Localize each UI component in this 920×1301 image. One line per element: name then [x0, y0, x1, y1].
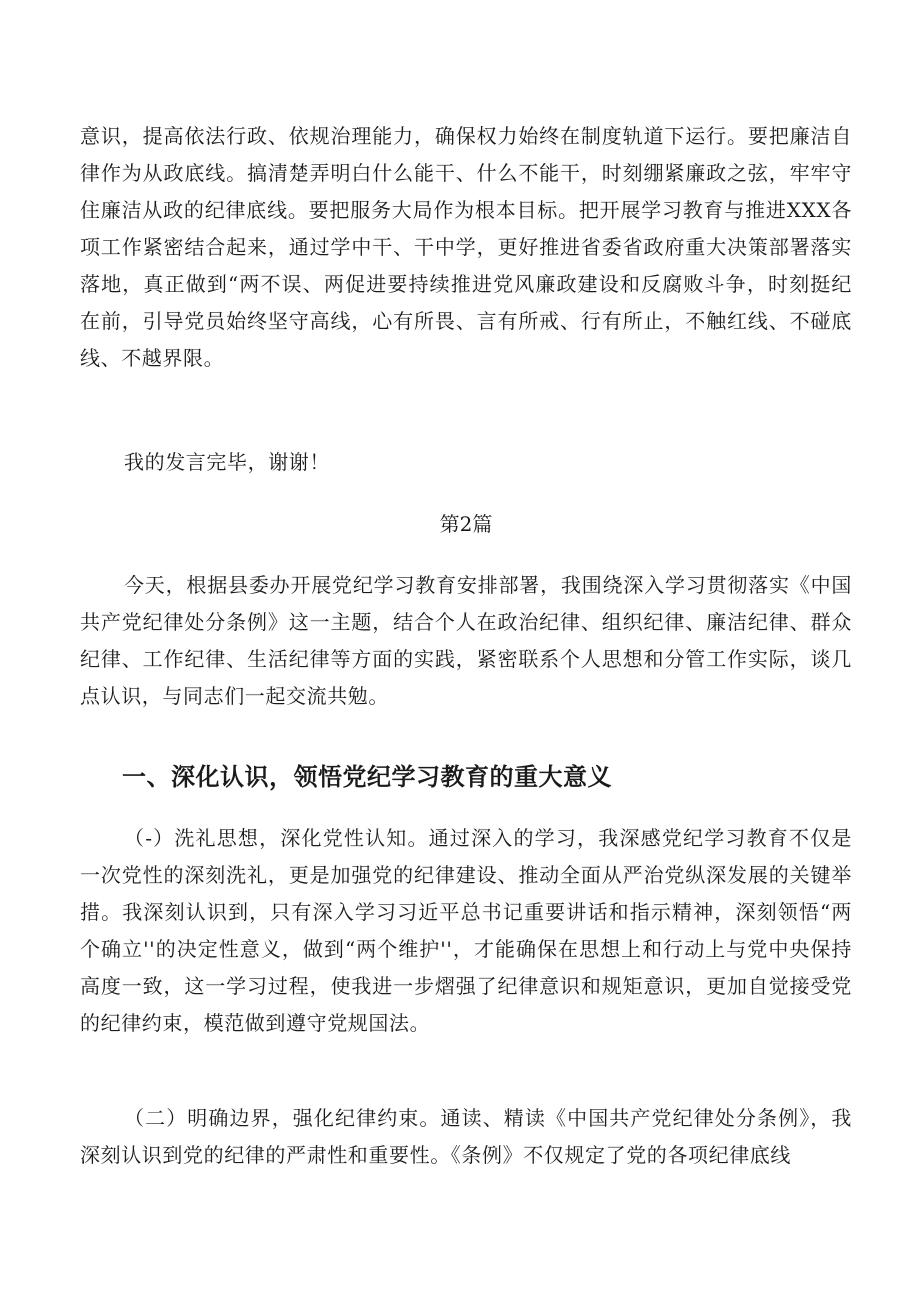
body-paragraph-1: 意识，提高依法行政、依规治理能力，确保权力始终在制度轨道下运行。要把廉洁自律作为从政底线。搞清楚弄明白什么能干、什么不能干，时刻绷紧廉政之弦，牢牢守住廉洁从政的纪律底线。要把服务大局作为根本目标。把开展学习教育与推进XXX各项工作紧密结合起来，通过学中干、干中学，更好推进省委省政府重大决策部署落实落地，真正做到“两不误、两促进要持续推进党风廉政建设和反腐败斗争，时刻挺纪在前，引导党员始终坚守高线，心有所畏、言有所戒、行有所止，不触红线、不碰底线、不越界限。	[80, 124, 852, 370]
body-paragraph-2: 今天，根据县委办开展党纪学习教育安排部署，我围绕深入学习贯彻落实《中国共产党纪律处分条例》这一主题，结合个人在政治纪律、组织纪律、廉洁纪律、群众纪律、工作纪律、生活纪律等方面的实践，紧密联系个人思想和分管工作实际，谈几点认识，与同志们一起交流共勉。	[80, 573, 852, 708]
section-heading-1: 一、深化认识，领悟党纪学习教育的重大意义	[122, 763, 612, 791]
closing-remark: 我的发言完毕，谢谢！	[124, 450, 330, 474]
body-paragraph-3: （-）洗礼思想，深化党性认知。通过深入的学习，我深感党纪学习教育不仅是一次党性的深刻洗礼，更是加强党的纪律建设、推动全面从严治党纵深发展的关键举措。我深刻认识到，只有深入学习习近平总书记重要讲话和指示精神，深刻领悟“两个确立''的决定性意义，做到“两个维护''，才能确保在思想上和行动上与党中央保持高度一致，这一学习过程，使我进一步熠强了纪律意识和规矩意识，更加自觉接受党的纪律约束，模范做到遵守党规国法。	[80, 826, 852, 1035]
body-paragraph-4: （二）明确边界，强化纪律约束。通读、精读《中国共产党纪律处分条例》，我深刻认识到党的纪律的严肃性和重要性。《条例》不仅规定了党的各项纪律底线	[80, 1106, 852, 1167]
section-title: 第2篇	[439, 512, 493, 536]
